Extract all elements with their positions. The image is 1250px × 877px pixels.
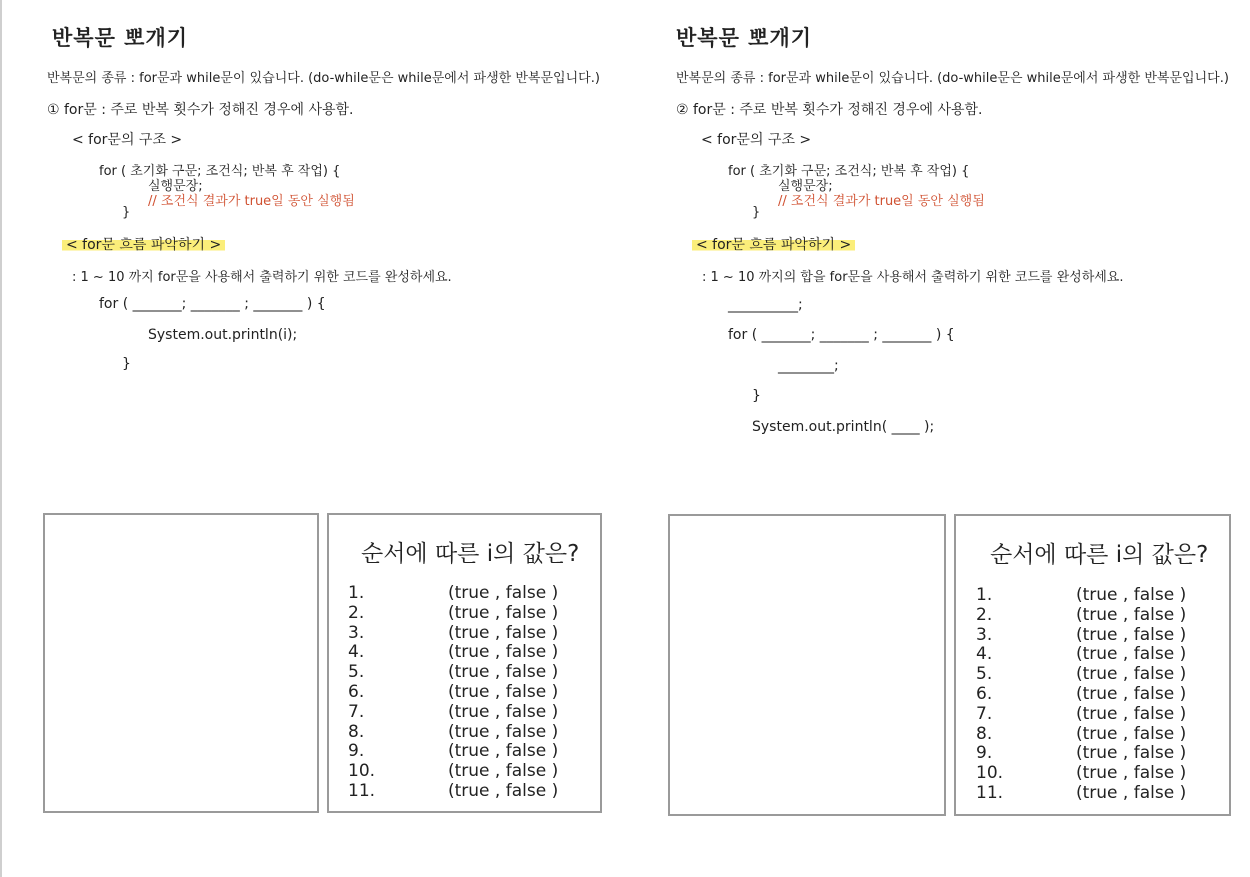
quiz-list [976,586,1186,804]
quiz-title: 순서에 따른 i의 값은? [361,541,580,567]
quiz-row[interactable]: 8. (true , false ) [976,723,1187,744]
code-line-3: } [122,356,131,372]
quiz-row[interactable]: 9. (true , false ) [976,743,1187,764]
worksheet-title: 반복문 뽀개기 [52,26,189,50]
quiz-row[interactable]: 7. (true , false ) [348,701,559,722]
section-heading: ② for문 : 주로 반복 횟수가 정해진 경우에 사용함. [676,102,983,118]
quiz-row[interactable]: 4. (true , false ) [348,642,559,663]
code-line-1: for ( _______; _______ ; _______ ) { [99,296,326,312]
code-line-5: System.out.println( ____ ); [752,419,935,435]
structure-line-4: } [752,205,761,220]
quiz-row[interactable]: 2. (true , false ) [348,602,559,623]
quiz-list [348,584,558,802]
structure-line-4: } [122,205,131,220]
intro-text: 반복문의 종류 : for문과 while문이 있습니다. (do-while문은 while문에서 파생한 반복문입니다.) [47,71,600,86]
quiz-row[interactable]: 7. (true , false ) [976,703,1187,724]
worksheet-left [0,0,620,877]
worksheet-title: 반복문 뽀개기 [676,26,813,50]
structure-comment: // 조건식 결과가 true일 동안 실행됨 [778,194,985,209]
structure-header: < for문의 구조 > [72,132,183,148]
quiz-row[interactable]: 1. (true , false ) [976,585,1187,605]
task-text: : 1 ~ 10 까지 for문을 사용해서 출력하기 위한 코드를 완성하세요. [72,270,452,285]
quiz-row[interactable]: 9. (true , false ) [348,741,559,762]
quiz-box [954,514,1231,816]
flow-header: < for문 흐름 파악하기 > [692,234,855,254]
code-line-1: __________; [728,297,803,313]
structure-line-2: 실행문장; [778,179,833,194]
quiz-row[interactable]: 6. (true , false ) [976,683,1187,704]
quiz-row[interactable]: 5. (true , false ) [348,662,559,683]
answer-box-empty[interactable] [668,514,946,816]
answer-box-empty[interactable] [43,513,319,813]
structure-comment: // 조건식 결과가 true일 동안 실행됨 [148,194,355,209]
structure-header: < for문의 구조 > [701,132,812,148]
structure-line-1: for ( 초기화 구문; 조건식; 반복 후 작업) { [728,164,970,179]
quiz-row[interactable]: 1. (true , false ) [348,583,559,603]
section-heading: ① for문 : 주로 반복 횟수가 정해진 경우에 사용함. [47,102,354,118]
quiz-box [327,513,602,813]
quiz-row[interactable]: 5. (true , false ) [976,664,1187,685]
quiz-row[interactable]: 2. (true , false ) [976,604,1187,625]
quiz-title: 순서에 따른 i의 값은? [990,542,1209,568]
quiz-row[interactable]: 6. (true , false ) [348,681,559,702]
quiz-row[interactable]: 11. (true , false ) [348,780,559,801]
quiz-row[interactable]: 3. (true , false ) [976,624,1187,645]
flow-header: < for문 흐름 파악하기 > [62,234,225,254]
worksheet-right [628,0,1248,877]
intro-text: 반복문의 종류 : for문과 while문이 있습니다. (do-while문은 while문에서 파생한 반복문입니다.) [676,71,1229,86]
code-line-2: for ( _______; _______ ; _______ ) { [728,327,955,343]
quiz-row[interactable]: 10. (true , false ) [348,761,559,782]
code-line-3: ________; [778,358,839,374]
code-line-4: } [752,388,761,404]
quiz-row[interactable]: 11. (true , false ) [976,782,1187,803]
quiz-row[interactable]: 3. (true , false ) [348,622,559,643]
task-text: : 1 ~ 10 까지의 합을 for문을 사용해서 출력하기 위한 코드를 완성하세요. [702,270,1124,285]
structure-line-2: 실행문장; [148,179,203,194]
code-line-2: System.out.println(i); [148,327,298,343]
quiz-row[interactable]: 8. (true , false ) [348,721,559,742]
quiz-row[interactable]: 4. (true , false ) [976,644,1187,665]
quiz-row[interactable]: 10. (true , false ) [976,763,1187,784]
structure-line-1: for ( 초기화 구문; 조건식; 반복 후 작업) { [99,164,341,179]
